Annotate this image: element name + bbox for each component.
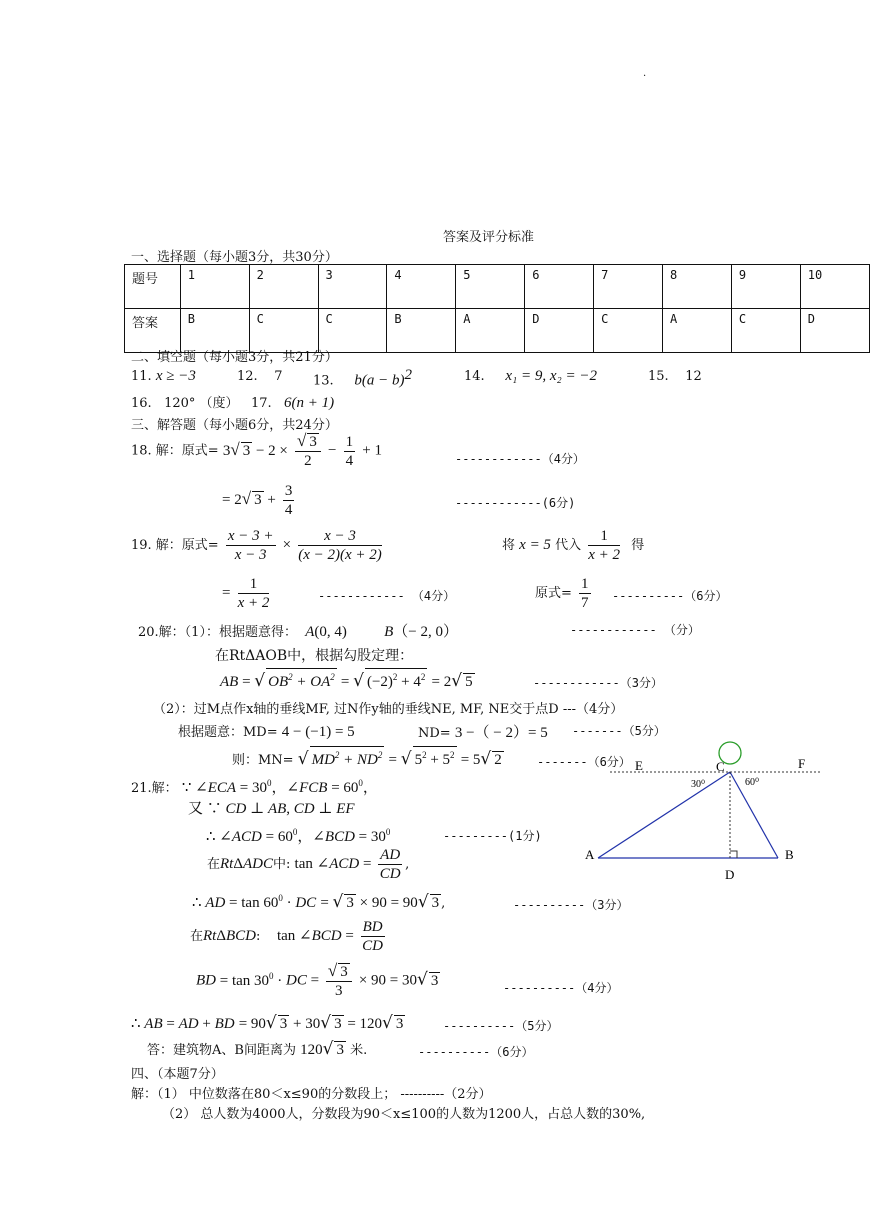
- label-B: B: [785, 847, 794, 862]
- section4-line2: （2） 总人数为4000人，分数段为90＜x≤100的人数为1200人，占总人数的30%,: [162, 1107, 646, 1122]
- q13: 13. $b(a - b)^2$: [313, 367, 412, 389]
- section1-heading: 一、选择题（每小题3分，共30分）: [131, 250, 338, 265]
- q21-line3: ∴ ∠ACD = $60^0$，∠BCD = $30^0$: [206, 827, 391, 845]
- q19-line1: 19. 解：原式= $\frac{x - 3 +}{x - 3}$ × $\frac{x - 3}{(x - 2)(x + 2)}$: [131, 528, 382, 563]
- q18-line1: 18. 解：原式= 3√ 3 − 2 × $\frac{√ 3}{2}$ − $\frac{1}{4}$ + 1: [131, 431, 382, 469]
- q15-number: 15.: [648, 369, 669, 384]
- q20-md-label: 根据题意：MD=: [178, 725, 278, 740]
- section4-line1: 解：（1） 中位数落在80＜x≤90的分数段上； ----------（2分）: [131, 1087, 492, 1102]
- q13-answer: b(a − b): [354, 372, 405, 389]
- q19-line2: = $\frac{1}{x + 2}$: [222, 576, 270, 611]
- question-number: 6: [525, 265, 594, 309]
- section4-heading: 四、（本题7分）: [131, 1067, 224, 1082]
- q21-score1: ---------(1分): [443, 829, 542, 843]
- question-number: 8: [662, 265, 731, 309]
- q21-line1: 21.解： ∵ ∠ECA = $30^0$，∠FCB = $60^0$，: [131, 778, 378, 796]
- q19-sub-text: 将: [502, 538, 516, 553]
- q19-sub-text2: 代入: [555, 538, 582, 553]
- q21-line8: ∴ AB = AD + BD = 90√ 3 + 30√ 3 = 120√ 3: [131, 1013, 404, 1033]
- q20-mn: 则：MN= √ $MD^2 + ND^2$ = √ $5^2 + 5^2 = 5√$ 2: [232, 746, 504, 769]
- q18-label: 18. 解：原式=: [131, 443, 219, 459]
- q12-answer: 7: [274, 369, 283, 384]
- q14-answer: x₁ = 9, x₂ = −2: [505, 368, 597, 384]
- q20-nd: [418, 721, 548, 742]
- answer-table: [124, 264, 870, 353]
- q14: [464, 368, 597, 385]
- q20-score1: ------------（3分）: [533, 676, 663, 690]
- q21-score2: ----------（3分）: [513, 898, 629, 912]
- fill-answers-row1: [131, 368, 196, 385]
- q20-nd-value: 3 −（ − 2）= 5: [454, 725, 548, 741]
- angle-60: 60⁰: [745, 777, 760, 788]
- question-number: 5: [456, 265, 525, 309]
- q16-answer: 120° （度）: [164, 396, 239, 411]
- answer-cell: D: [800, 309, 869, 353]
- label-E: E: [635, 758, 643, 773]
- q21-score5: ----------（6分）: [418, 1045, 534, 1059]
- answer-cell: B: [180, 309, 249, 353]
- answer-cell: A: [662, 309, 731, 353]
- question-number: 1: [180, 265, 249, 309]
- q19-de: 得: [631, 538, 645, 553]
- q20-part2: （2）：过M点作x轴的垂线MF, 过N作y轴的垂线NE, MF, NE交于点D ---（4分）: [153, 702, 624, 717]
- angle-30: 30⁰: [691, 779, 706, 790]
- fill-answers-row2: [131, 392, 334, 412]
- label-F: F: [798, 756, 806, 771]
- q21-ans-text2: 米.: [350, 1043, 368, 1058]
- answer-cell: C: [249, 309, 318, 353]
- q21-label: 21.解：: [131, 781, 178, 796]
- q19-res-label: 原式=: [535, 586, 572, 601]
- q19-score1: ------------ （4分）: [318, 589, 456, 603]
- answer-cell: B: [387, 309, 456, 353]
- q19-result: 原式= $\frac{1}{7}$: [535, 576, 589, 611]
- q21-answer: 答：建筑物A、B间距离为 120√ 3 米.: [147, 1039, 368, 1059]
- q21-line7: BD = $\tan 30^0$ · DC = $\frac{√ 3}{3}$ × 90 = 30√ 3: [196, 961, 439, 999]
- q21-score3: ----------（4分）: [503, 981, 619, 995]
- q21-score4: ----------（5分）: [443, 1019, 559, 1033]
- q21-line4: 在RtΔADC中: tan ∠ACD = $\frac{AD}{CD}$ ,: [207, 847, 410, 882]
- q12: [237, 369, 283, 384]
- table-row: [125, 265, 870, 309]
- q17-number: 17.: [250, 396, 272, 411]
- question-number: 7: [594, 265, 663, 309]
- q20-md-value: 4 − (−1) = 5: [281, 724, 355, 740]
- q20-mn-label: 则：MN=: [232, 753, 294, 768]
- question-number: 9: [731, 265, 800, 309]
- q19-label: 19. 解：原式=: [131, 538, 219, 553]
- q15: [648, 369, 702, 384]
- q20-score0: ------------ （分）: [570, 623, 700, 637]
- q15-answer: 12: [685, 369, 702, 384]
- label-A: A: [585, 847, 595, 862]
- q13-number: 13.: [313, 373, 334, 389]
- question-number: 10: [800, 265, 869, 309]
- q18-line2: = 2√ 3 + $\frac{3}{4}$: [222, 483, 293, 518]
- section2-heading: 二、填空题（每小题3分，共21分）: [131, 350, 338, 365]
- q21-line6: 在RtΔBCD: tan ∠BCD = $\frac{BD}{CD}$: [190, 919, 383, 954]
- q20-label: 20.解：（1）：根据题意得：: [138, 625, 297, 640]
- label-D: D: [725, 867, 735, 882]
- q18-score1: ------------（4分）: [455, 452, 585, 466]
- answer-cell: A: [456, 309, 525, 353]
- question-number: 4: [387, 265, 456, 309]
- answer-cell: D: [525, 309, 594, 353]
- q19-substitute: 将 x = 5 代入 $\frac{1}{x + 2}$ 得: [502, 528, 645, 563]
- answer-cell: C: [318, 309, 387, 353]
- label-C: C: [716, 759, 725, 774]
- q20-line2: AB = √ $OB^2 + OA^2$ = √ $(-2)^2 + 4^2 = 2√$ 5: [220, 668, 475, 691]
- q12-number: 12.: [237, 369, 258, 384]
- question-number: 3: [318, 265, 387, 309]
- geometry-figure: [580, 735, 830, 885]
- question-number: 2: [249, 265, 318, 309]
- row-label-number: 题号: [125, 265, 181, 309]
- corner-dot: .: [643, 68, 647, 79]
- q14-number: 14.: [464, 369, 485, 384]
- answer-cell: C: [594, 309, 663, 353]
- page-title: 答案及评分标准: [443, 230, 535, 245]
- row-label-answer: 答案: [125, 309, 181, 353]
- q20-score3: -------（6分）: [537, 755, 631, 769]
- q16-number: 16.: [131, 396, 152, 411]
- q19-score2: ----------（6分）: [612, 589, 728, 603]
- q11-number: 11.: [131, 369, 152, 384]
- q21-ans-text: 答：建筑物A、B间距离为: [147, 1043, 296, 1058]
- q11-answer: x ≥ −3: [155, 368, 196, 384]
- q17-answer: 6(n + 1): [284, 395, 335, 411]
- section3-heading: 三、解答题（每小题6分，共24分）: [131, 418, 338, 433]
- q18-score2: ------------(6分): [455, 496, 576, 510]
- q20-md: [178, 721, 355, 741]
- q21-line2: 又 ∵ CD ⊥ AB, CD ⊥ EF: [188, 801, 355, 817]
- q20-score2: -------（5分）: [572, 724, 666, 738]
- q21-line5: ∴ AD = $\tan 60^0$ · DC = √ 3 × 90 = 90√ 3 ,: [192, 892, 446, 912]
- q20-nd-label: ND=: [418, 726, 451, 741]
- answer-cell: C: [731, 309, 800, 353]
- q20-line1: 20.解：（1）：根据题意得： A(0, 4) B（− 2, 0）: [138, 624, 458, 640]
- q20-rt: 在RtΔAOB中，根据勾股定理：: [215, 648, 414, 664]
